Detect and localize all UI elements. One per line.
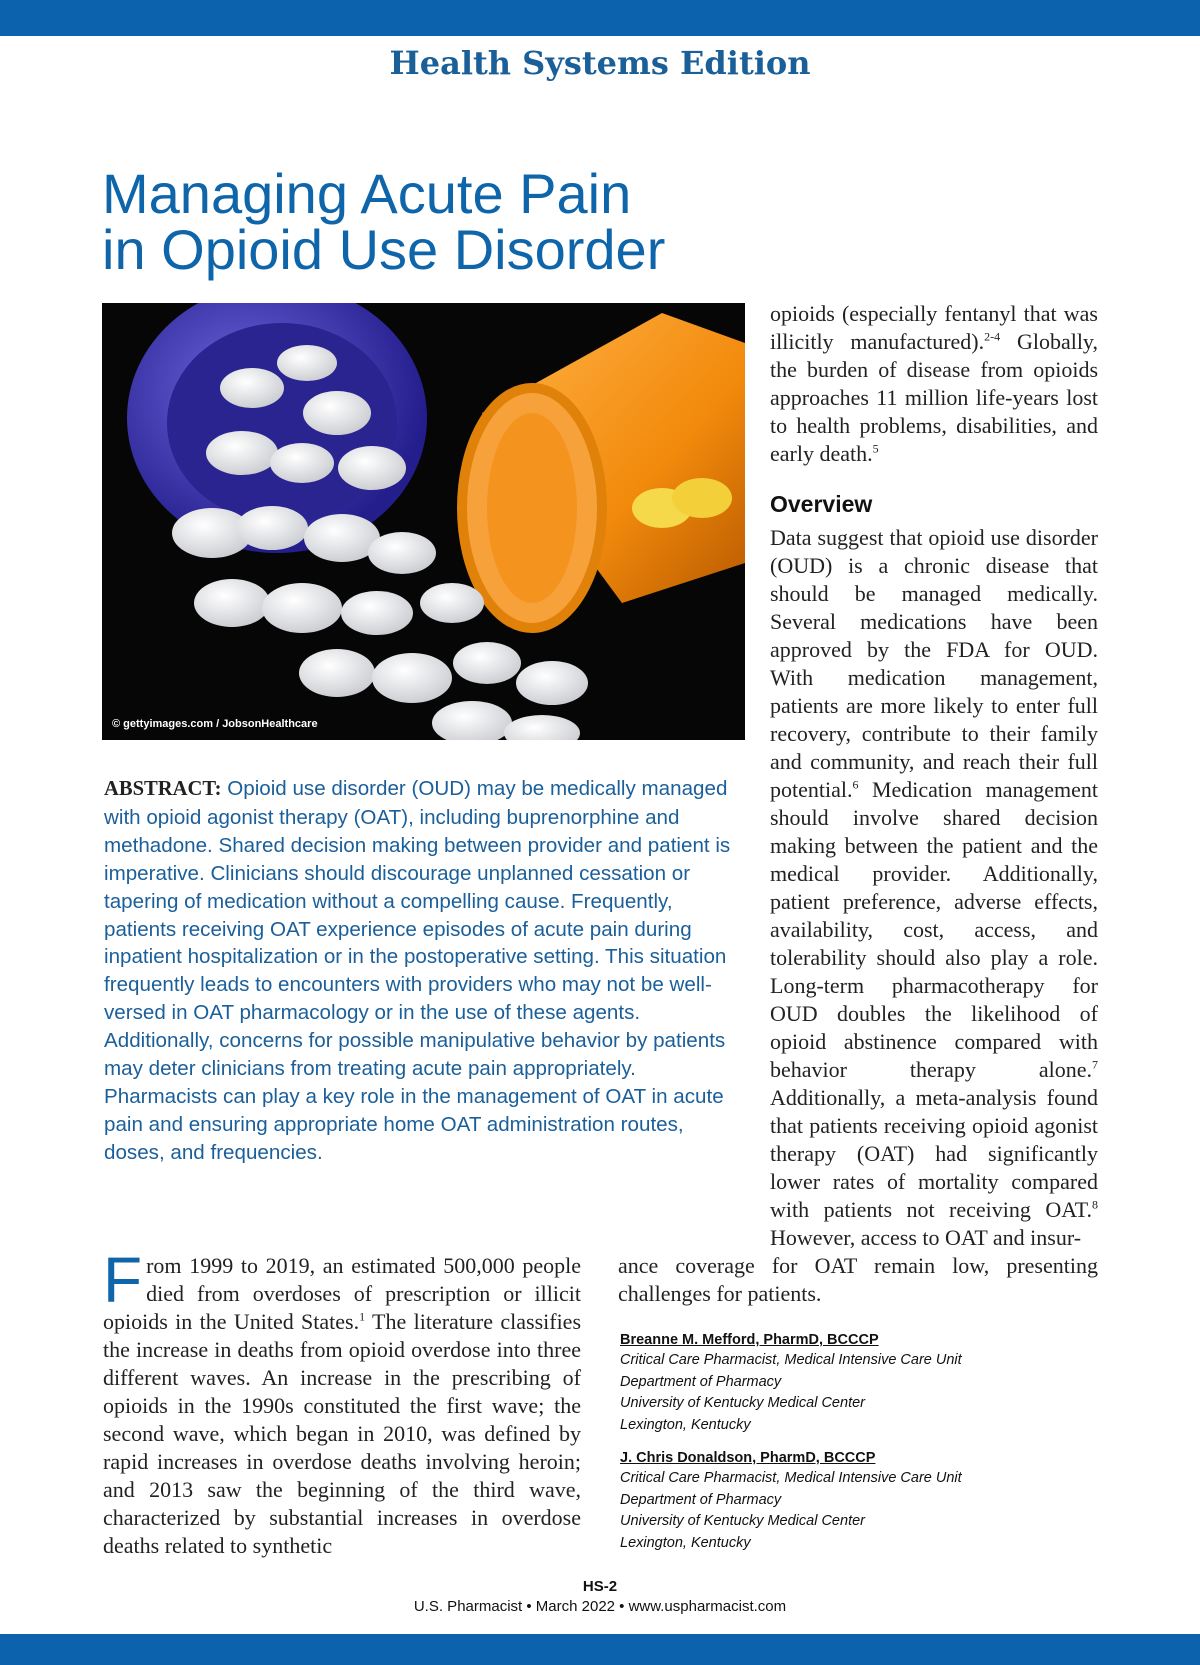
author-block-2: [620, 1449, 1100, 1554]
overview-text-1: Data suggest that opioid use disorder (OUD) is a chronic disease that should be managed medically. Several medications have been approved by the FDA for OUD. With medication management, patients are more likely to enter full recovery, contribute to their family and community, and reach their full potential.: [770, 525, 1098, 802]
intro-paragraph: [103, 1244, 582, 1560]
overview-heading: Overview: [770, 491, 873, 517]
intro-text-1: rom 1999 to 2019, an estimated 500,000 people died from overdoses of prescription or illicit opioids in the United States.: [103, 1253, 581, 1334]
citation: 7: [1092, 1057, 1098, 1072]
article-title: [102, 162, 1002, 281]
citation: 2-4: [984, 329, 1001, 344]
overview-text-4: However, access to OAT and insur-: [770, 1225, 1082, 1250]
page-number: HS-2: [582, 1578, 618, 1595]
author-affiliation: University of Kentucky Medical Center: [620, 1513, 865, 1529]
author-affiliation: Department of Pharmacy: [620, 1491, 782, 1508]
author-affiliation: Critical Care Pharmacist, Medical Intensive Care Unit: [620, 1352, 962, 1368]
citation: 1: [359, 1309, 366, 1324]
pills-illustration: [102, 303, 745, 740]
author-name: Breanne M. Mefford, PharmD, BCCCP: [620, 1332, 879, 1348]
photo-credit: © gettyimages.com / JobsonHealthcare: [112, 718, 318, 730]
pill-bottles-photo: [102, 303, 745, 740]
citation: 5: [872, 441, 879, 456]
citation: 6: [852, 777, 859, 792]
intro-continued: [770, 300, 1098, 468]
author-affiliation: Lexington, Kentucky: [620, 1416, 751, 1433]
intro-text-2: The literature classifies the increase in deaths from opioid overdose into three different waves. An increase in the prescribing of opioids in the 1990s constituted the first wave; the second wave, which began in 2010, was defined by rapid increases in overdose deaths involving heroin; and 2013 saw the beginning of the third wave, characterized by substantial increases in overdose deaths related to synthetic: [103, 1309, 582, 1558]
overview-paragraph: [762, 524, 1098, 1252]
edition-header: Health Systems Edition: [389, 44, 811, 82]
title-line-2: in Opioid Use Disorder: [102, 218, 666, 281]
title-line-1: Managing Acute Pain: [102, 162, 632, 225]
intro-continued-text: opioids (especially fentanyl that was illicitly manufactured).: [770, 301, 1098, 354]
author-affiliation: Critical Care Pharmacist, Medical Intensive Care Unit: [620, 1470, 962, 1486]
drop-cap: F: [103, 1244, 143, 1316]
overview-text-3: Additionally, a meta-analysis found that patients receiving opioid agonist therapy (OAT) had significantly lower rates of mortality compared with patients not receiving OAT.: [770, 1085, 1098, 1222]
overview-continued: ance coverage for OAT remain low, presenting challenges for patients.: [618, 1253, 1098, 1306]
overview-text-2: Medication management should involve shared decision making between the patient and the medical provider. Additionally, patient preference, adverse effects, availability, cost, access, and tolerability should also play a role. Long-term pharmacotherapy for OUD doubles the likelihood of opioid abstinence compared with behavior therapy alone.: [770, 777, 1098, 1082]
author-affiliation: Lexington, Kentucky: [620, 1534, 751, 1551]
abstract-label: ABSTRACT:: [104, 778, 222, 800]
author-block-1: [620, 1331, 1100, 1436]
citation: 8: [1092, 1197, 1098, 1212]
author-name: J. Chris Donaldson, PharmD, BCCCP: [620, 1450, 876, 1466]
abstract: [104, 775, 744, 1167]
intro-continued-text-2: Globally, the burden of disease from opioids approaches 11 million life-years lost to health problems, disabilities, and early death.: [770, 329, 1098, 466]
bottom-color-bar: [0, 1634, 1200, 1665]
top-color-bar: [0, 0, 1200, 36]
publication-line: U.S. Pharmacist • March 2022 • www.uspharmacist.com: [413, 1598, 787, 1615]
abstract-text: Opioid use disorder (OUD) may be medically managed with opioid agonist therapy (OAT), including buprenorphine and methadone. Shared decision making between provider and patient is imperative. Clinicians should discourage unplanned cessation or tapering of medication without a compelling cause. Frequently, patients receiving OAT experience episodes of acute pain during inpatient hospitalization or in the postoperative setting. This situation frequently leads to encounters with providers who may not be well-versed in OAT pharmacology or in the use of these agents. Additionally, concerns for possible manipulative behavior by patients may deter clinicians from treating acute pain appropriately. Pharmacists can play a key role in the management of OAT in acute pain and ensuring appropriate home OAT administration routes, doses, and frequencies.: [104, 777, 731, 1164]
overview-indent-block: [762, 524, 1098, 1252]
author-affiliation: Department of Pharmacy: [620, 1373, 782, 1390]
author-affiliation: University of Kentucky Medical Center: [620, 1395, 865, 1411]
